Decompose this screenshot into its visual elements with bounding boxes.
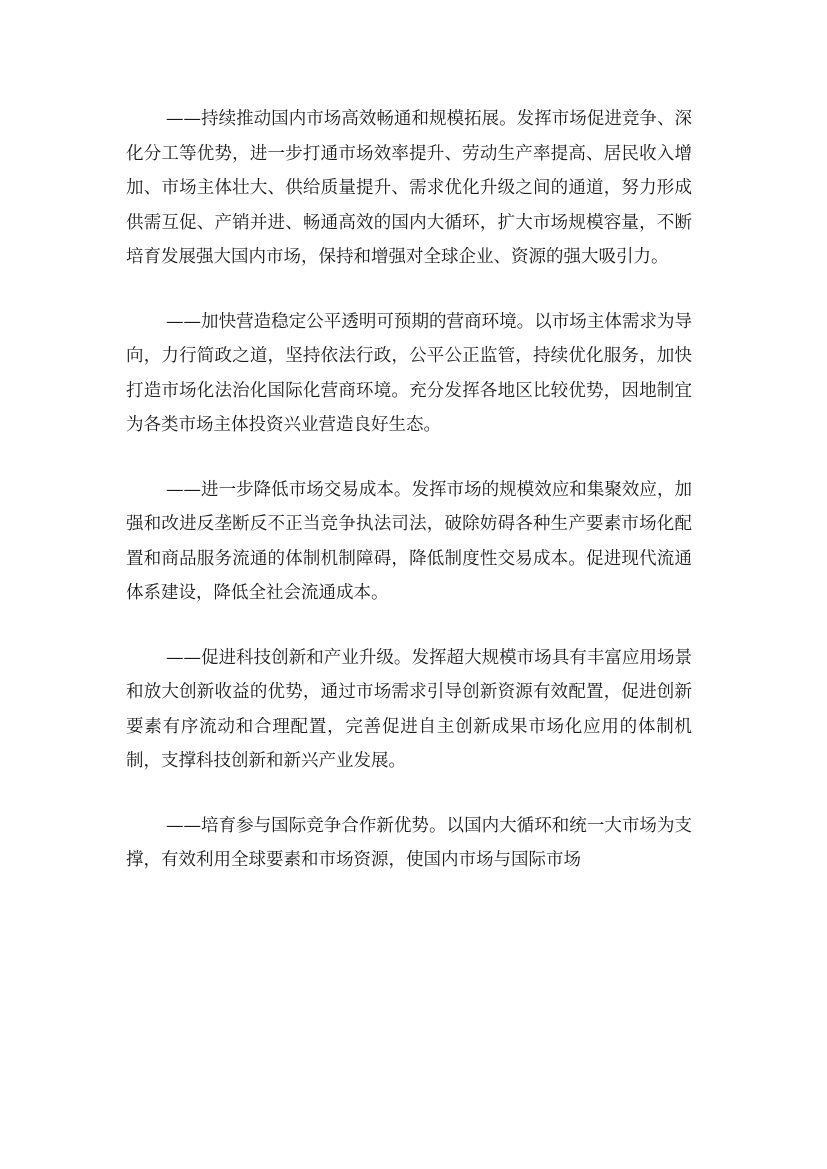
paragraph-market-circulation: ——持续推动国内市场高效畅通和规模拓展。发挥市场促进竞争、深化分工等优势，进一步打通市场效率提升、劳动生产率提高、居民收入增加、市场主体壮大、供给质量提升、需求优化升级之间的通道，努力形成供需互促、产销并进、畅通高效的国内大循环，扩大市场规模容量，不断培育发展强大国内市场，保持和增强对全球企业、资源的强大吸引力。: [126, 109, 692, 267]
paragraph-international-competition: ——培育参与国际竞争合作新优势。以国内大循环和统一大市场为支撑，有效利用全球要素和市场资源，使国内市场与国际市场: [126, 815, 692, 870]
document-body: [126, 102, 692, 878]
paragraph-business-environment: ——加快营造稳定公平透明可预期的营商环境。以市场主体需求为导向，力行简政之道，坚持依法行政，公平公正监管，持续优化服务，加快打造市场化法治化国际化营商环境。充分发挥各地区比较优势，因地制宜为各类市场主体投资兴业营造良好生态。: [126, 311, 692, 435]
paragraph-tech-innovation: ——促进科技创新和产业升级。发挥超大规模市场具有丰富应用场景和放大创新收益的优势，通过市场需求引导创新资源有效配置，促进创新要素有序流动和合理配置，完善促进自主创新成果市场化应用的体制机制，支撑科技创新和新兴产业发展。: [126, 647, 692, 771]
paragraph-transaction-cost: ——进一步降低市场交易成本。发挥市场的规模效应和集聚效应，加强和改进反垄断反不正当竞争执法司法，破除妨碍各种生产要素市场化配置和商品服务流通的体制机制障碍，降低制度性交易成本。促进现代流通体系建设，降低全社会流通成本。: [126, 479, 692, 603]
